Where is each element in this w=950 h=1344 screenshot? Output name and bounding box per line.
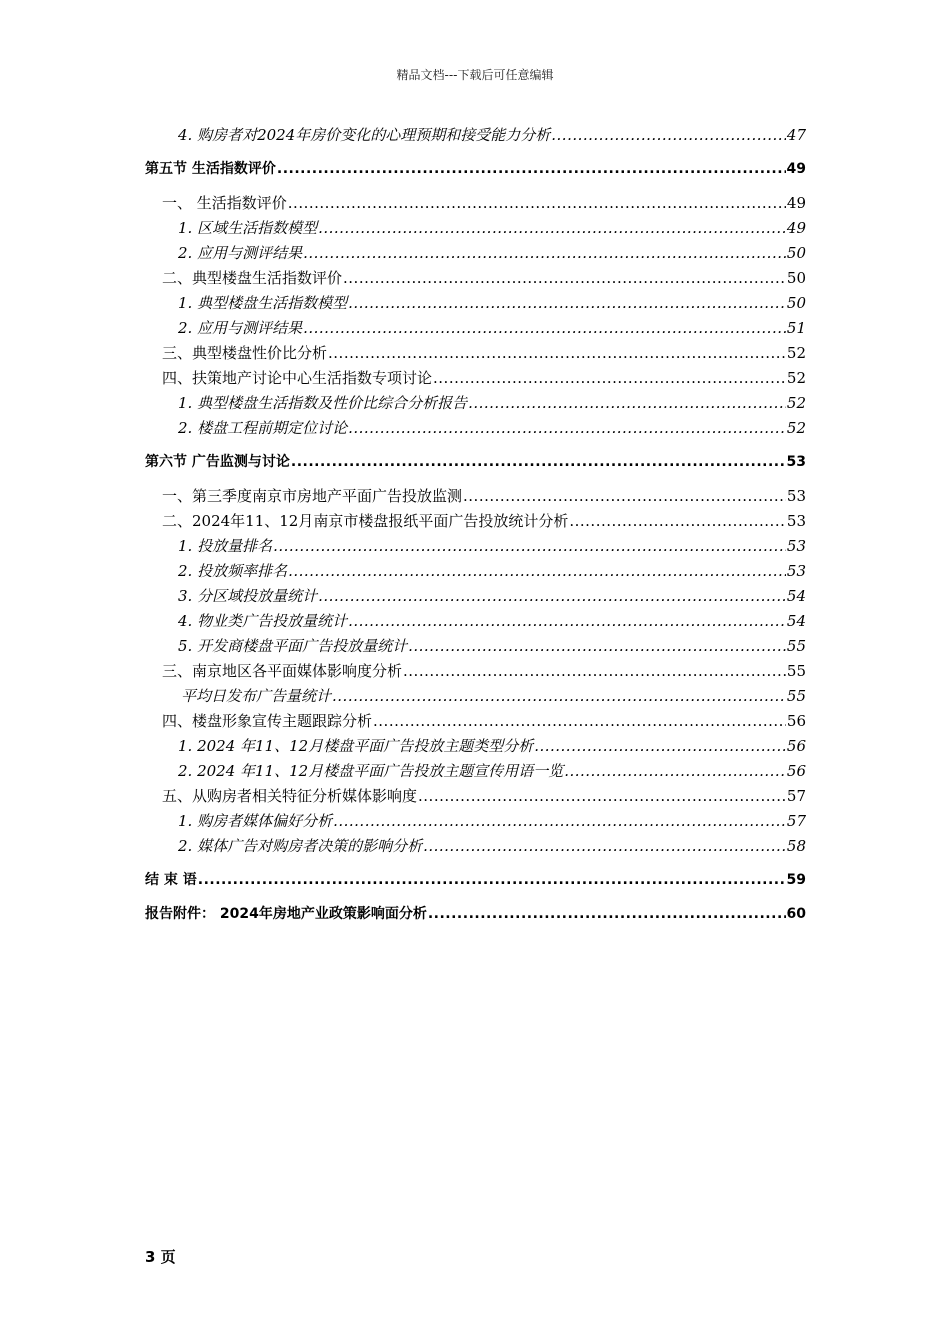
toc-entry-title: 平均日发布广告量统计 (181, 687, 332, 705)
toc-leader-dots (428, 906, 786, 922)
page-header: 精品文档---下载后可任意编辑 (396, 68, 554, 82)
toc-leader-dots (551, 126, 786, 144)
toc-entry-page: 49 (786, 219, 806, 237)
toc-entry[interactable] (145, 217, 806, 242)
toc-entry-page: 50 (786, 269, 806, 287)
toc-entry-page: 56 (786, 712, 806, 730)
toc-entry-title: 5. 开发商楼盘平面广告投放量统计 (178, 637, 408, 655)
toc-leader-dots (277, 161, 786, 177)
toc-leader-dots (332, 687, 786, 705)
toc-entry-title: 3. 分区域投放量统计 (178, 587, 318, 605)
toc-entry-page: 53 (786, 454, 806, 470)
toc-entry-page: 52 (786, 344, 806, 362)
toc-entry-page: 59 (786, 872, 806, 888)
toc-entry-page: 52 (786, 419, 806, 437)
toc-entry-page: 56 (786, 737, 806, 755)
toc-entry-page: 55 (786, 687, 806, 705)
toc-entry-title: 结 束 语 (145, 872, 197, 888)
toc-leader-dots (348, 294, 786, 312)
toc-leader-dots (303, 244, 786, 262)
toc-entry[interactable] (145, 124, 806, 149)
toc-entry-title: 2. 楼盘工程前期定位讨论 (178, 419, 348, 437)
toc-entry-title: 2. 应用与测评结果 (178, 319, 303, 337)
toc-leader-dots (288, 562, 786, 580)
toc-entry-title: 4. 购房者对2024年房价变化的心理预期和接受能力分析 (178, 126, 551, 144)
toc-entry-title: 2. 2024 年11、12月楼盘平面广告投放主题宣传用语一览 (178, 762, 564, 780)
toc-entry-page: 57 (786, 787, 806, 805)
toc-entry-title: 1. 典型楼盘生活指数模型 (178, 294, 348, 312)
toc-entry[interactable] (145, 735, 806, 760)
toc-entry[interactable] (145, 835, 806, 860)
toc-entry-title: 2. 投放频率排名 (178, 562, 288, 580)
toc-entry-page: 49 (786, 161, 806, 177)
toc-leader-dots (569, 512, 786, 530)
toc-entry-page: 53 (786, 562, 806, 580)
toc-entry-title: 第五节 生活指数评价 (145, 161, 276, 177)
toc-entry[interactable] (145, 903, 806, 928)
toc-leader-dots (348, 612, 786, 630)
toc-entry-title: 第六节 广告监测与讨论 (145, 454, 290, 470)
toc-entry-page: 50 (786, 294, 806, 312)
toc-entry[interactable] (145, 158, 806, 183)
toc-leader-dots (288, 194, 786, 212)
toc-entry-page: 51 (786, 319, 806, 337)
toc-entry-title: 报告附件： 2024年房地产业政策影响面分析 (145, 906, 427, 922)
toc-entry-page: 60 (786, 906, 806, 922)
toc-entry-page: 52 (786, 369, 806, 387)
toc-entry[interactable] (145, 510, 806, 535)
toc-entry[interactable] (145, 267, 806, 292)
toc-entry-title: 二、典型楼盘生活指数评价 (162, 269, 343, 287)
toc-entry[interactable] (145, 685, 806, 710)
toc-entry-page: 54 (786, 587, 806, 605)
toc-entry-page: 52 (786, 394, 806, 412)
toc-leader-dots (198, 872, 786, 888)
toc-entry[interactable] (145, 292, 806, 317)
toc-entry[interactable] (145, 392, 806, 417)
toc-entry-page: 53 (786, 487, 806, 505)
toc-entry[interactable] (145, 585, 806, 610)
toc-entry[interactable] (145, 192, 806, 217)
toc-leader-dots (463, 487, 786, 505)
toc-entry[interactable] (145, 869, 806, 894)
toc-entry-title: 1. 购房者媒体偏好分析 (178, 812, 333, 830)
toc-leader-dots (564, 762, 786, 780)
toc-entry-title: 五、从购房者相关特征分析媒体影响度 (162, 787, 418, 805)
toc-entry[interactable] (145, 610, 806, 635)
toc-leader-dots (318, 587, 786, 605)
toc-leader-dots (468, 394, 786, 412)
toc-entry-page: 53 (786, 537, 806, 555)
toc-leader-dots (303, 319, 786, 337)
toc-entry-page: 50 (786, 244, 806, 262)
toc-entry-page: 55 (786, 662, 806, 680)
toc-entry-title: 二、2024年11、12月南京市楼盘报纸平面广告投放统计分析 (162, 512, 569, 530)
toc-entry-title: 1. 典型楼盘生活指数及性价比综合分析报告 (178, 394, 468, 412)
toc-entry[interactable] (145, 560, 806, 585)
toc-entry[interactable] (145, 342, 806, 367)
toc-entry[interactable] (145, 660, 806, 685)
toc-entry[interactable] (145, 367, 806, 392)
toc-entry-page: 56 (786, 762, 806, 780)
toc-entry[interactable] (145, 485, 806, 510)
toc-leader-dots (403, 662, 786, 680)
toc-entry-title: 三、南京地区各平面媒体影响度分析 (162, 662, 403, 680)
toc-leader-dots (408, 637, 786, 655)
toc-entry-title: 2. 媒体广告对购房者决策的影响分析 (178, 837, 423, 855)
toc-leader-dots (418, 787, 786, 805)
toc-entry-title: 一、 生活指数评价 (162, 194, 287, 212)
toc-entry-page: 55 (786, 637, 806, 655)
toc-entry-page: 58 (786, 837, 806, 855)
toc-leader-dots (534, 737, 786, 755)
toc-entry[interactable] (145, 242, 806, 267)
toc-entry[interactable] (145, 760, 806, 785)
toc-leader-dots (343, 269, 786, 287)
toc-entry-title: 1. 区域生活指数模型 (178, 219, 318, 237)
toc-entry-page: 49 (786, 194, 806, 212)
toc-entry[interactable] (145, 417, 806, 442)
toc-leader-dots (291, 454, 786, 470)
toc-leader-dots (433, 369, 786, 387)
toc-entry-page: 54 (786, 612, 806, 630)
toc-entry-title: 4. 物业类广告投放量统计 (178, 612, 348, 630)
toc-entry-page: 53 (786, 512, 806, 530)
toc-leader-dots (373, 712, 786, 730)
toc-entry-title: 三、典型楼盘性价比分析 (162, 344, 328, 362)
toc-entry[interactable] (145, 710, 806, 735)
toc-entry-title: 一、第三季度南京市房地产平面广告投放监测 (162, 487, 463, 505)
toc-leader-dots (328, 344, 786, 362)
toc-entry-title: 四、扶策地产讨论中心生活指数专项讨论 (162, 369, 433, 387)
toc-leader-dots (333, 812, 786, 830)
toc-leader-dots (423, 837, 786, 855)
toc-entry-page: 57 (786, 812, 806, 830)
toc-entry[interactable] (145, 635, 806, 660)
toc-leader-dots (318, 219, 786, 237)
toc-entry[interactable] (145, 535, 806, 560)
toc-entry[interactable] (145, 810, 806, 835)
toc-entry[interactable] (145, 785, 806, 810)
table-of-contents (145, 124, 806, 928)
toc-entry-title: 1. 投放量排名 (178, 537, 273, 555)
toc-entry-page: 47 (786, 126, 806, 144)
toc-leader-dots (273, 537, 786, 555)
toc-entry[interactable] (145, 317, 806, 342)
toc-entry-title: 1. 2024 年11、12月楼盘平面广告投放主题类型分析 (178, 737, 534, 755)
toc-entry-title: 四、楼盘形象宣传主题跟踪分析 (162, 712, 373, 730)
toc-leader-dots (348, 419, 786, 437)
toc-entry[interactable] (145, 451, 806, 476)
page-number: 3 页 (145, 1248, 176, 1266)
toc-entry-title: 2. 应用与测评结果 (178, 244, 303, 262)
